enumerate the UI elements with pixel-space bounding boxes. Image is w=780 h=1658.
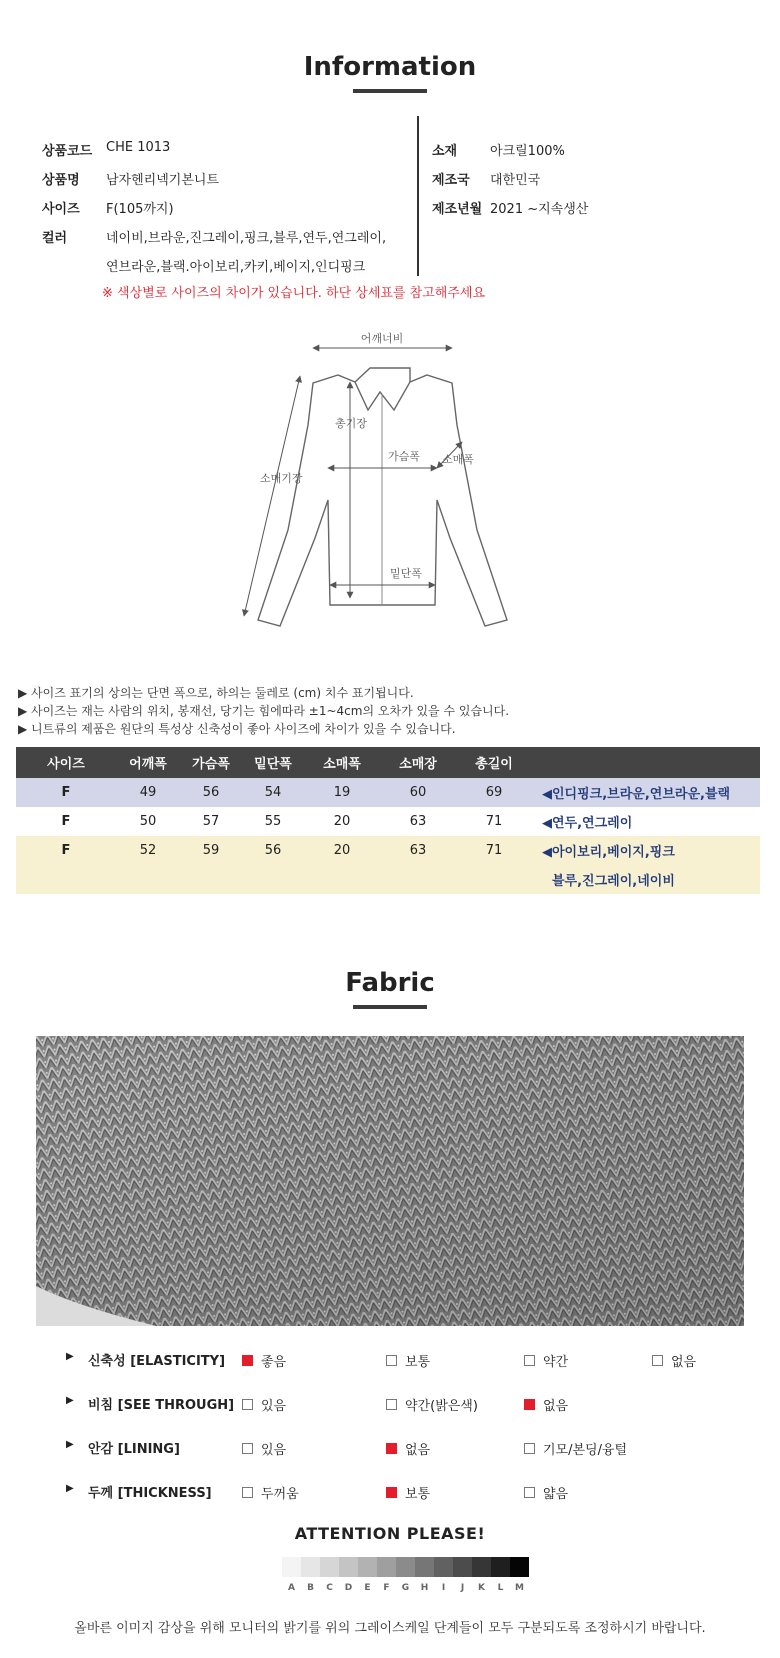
option-checkbox: 얇음: [524, 1480, 568, 1504]
grayscale-letter: C: [326, 1583, 333, 1593]
checkbox-empty-icon: [524, 1355, 535, 1366]
option-checkbox: 보통: [386, 1348, 430, 1372]
sleeve-length-label: 소매기장: [260, 472, 303, 485]
chest-label: 가슴폭: [388, 450, 420, 463]
option-checkbox: 보통: [386, 1480, 430, 1504]
checkbox-empty-icon: [524, 1443, 535, 1454]
attention-title: ATTENTION PLEASE!: [294, 1524, 486, 1543]
note-knit-stretch: ▶ 니트류의 제품은 원단의 특성상 신축성이 좋아 사이즈에 차이가 있을 수 있습니다.: [18, 722, 456, 736]
grayscale-letter: D: [344, 1583, 353, 1593]
grayscale-letter: M: [515, 1583, 524, 1593]
checkbox-checked-icon: [386, 1487, 397, 1498]
checkbox-checked-icon: [524, 1399, 535, 1410]
option-checkbox: 없음: [386, 1436, 430, 1460]
grayscale-letter: I: [441, 1583, 446, 1593]
checkbox-empty-icon: [652, 1355, 663, 1366]
fabric-title-underline: [353, 1005, 427, 1009]
grayscale-swatch: [377, 1557, 396, 1577]
grayscale-swatch: [453, 1557, 472, 1577]
grayscale-letter: E: [364, 1583, 371, 1593]
grayscale-swatch: [491, 1557, 510, 1577]
checkbox-empty-icon: [242, 1399, 253, 1410]
hem-label: 밑단폭: [390, 567, 422, 580]
grayscale-swatch: [510, 1557, 529, 1577]
sleeve-width-label: 소매폭: [442, 453, 474, 466]
option-checkbox: 약간(밝은색): [386, 1392, 478, 1416]
option-checkbox: 있음: [242, 1436, 286, 1460]
option-checkbox: 두꺼움: [242, 1480, 299, 1504]
grayscale-strip: [282, 1557, 529, 1577]
table-row: F 49 56 54 19 60 69 ◀인디핑크,브라운,연브라운,블랙: [16, 778, 760, 807]
property-elasticity: ▶ 신축성 [ELASTICITY] 좋음 보통 약간 없음: [0, 1348, 780, 1372]
information-title: Information: [303, 52, 477, 82]
table-row: 블루,진그레이,네이비: [16, 865, 760, 894]
play-icon: ▶: [66, 1483, 74, 1494]
information-title-underline: [353, 89, 427, 93]
grayscale-swatch: [396, 1557, 415, 1577]
property-thickness: ▶ 두께 [THICKNESS] 두꺼움 보통 얇음: [0, 1480, 780, 1504]
checkbox-checked-icon: [242, 1355, 253, 1366]
grayscale-swatch: [472, 1557, 491, 1577]
grayscale-letter: K: [478, 1583, 485, 1593]
property-lining: ▶ 안감 [LINING] 있음 없음 기모/본딩/융털: [0, 1436, 780, 1460]
grayscale-swatch: [358, 1557, 377, 1577]
checkbox-empty-icon: [242, 1487, 253, 1498]
option-checkbox: 있음: [242, 1392, 286, 1416]
monitor-brightness-note: 올바른 이미지 감상을 위해 모니터의 밝기를 위의 그레이스케일 단계들이 모두 구분되도록 조정하시기 바랍니다.: [74, 1621, 706, 1636]
note-size-notation: ▶ 사이즈 표기의 상의는 단면 폭으로, 하의는 둘레로 (cm) 치수 표기됩니다.: [18, 686, 414, 700]
fabric-texture-photo: [36, 1036, 744, 1326]
option-checkbox: 좋음: [242, 1348, 286, 1372]
grayscale-letter: F: [383, 1583, 390, 1593]
grayscale-swatch: [339, 1557, 358, 1577]
grayscale-letters: [282, 1583, 529, 1593]
info-row-color-continued: 연브라운,블랙.아이보리,카키,베이지,인디핑크: [106, 260, 366, 275]
option-checkbox: 약간: [524, 1348, 568, 1372]
grayscale-letter: B: [307, 1583, 314, 1593]
measurement-diagram: [240, 330, 540, 630]
info-divider: [417, 116, 419, 276]
grayscale-swatch: [415, 1557, 434, 1577]
play-icon: ▶: [66, 1351, 74, 1362]
grayscale-swatch: [301, 1557, 320, 1577]
checkbox-empty-icon: [386, 1355, 397, 1366]
option-checkbox: 없음: [524, 1392, 568, 1416]
grayscale-swatch: [282, 1557, 301, 1577]
shoulder-label: 어깨너비: [360, 332, 404, 345]
checkbox-empty-icon: [242, 1443, 253, 1454]
play-icon: ▶: [66, 1395, 74, 1406]
fabric-title: Fabric: [345, 968, 435, 998]
length-label: 총기장: [335, 417, 367, 430]
grayscale-letter: J: [460, 1583, 465, 1593]
grayscale-letter: G: [401, 1583, 410, 1593]
table-row: F 50 57 55 20 63 71 ◀연두,연그레이: [61, 814, 633, 831]
option-checkbox: 없음: [652, 1348, 696, 1372]
property-see-through: ▶ 비침 [SEE THROUGH] 있음 약간(밝은색) 없음: [0, 1392, 780, 1416]
size-table: [16, 747, 760, 894]
table-row: F 52 59 56 20 63 71 ◀아이보리,베이지,핑크: [16, 836, 760, 865]
size-table-header: 사이즈 어깨폭 가슴폭 밑단폭 소매폭 소매장 총길이: [16, 747, 760, 778]
grayscale-letter: A: [288, 1583, 295, 1593]
checkbox-empty-icon: [524, 1487, 535, 1498]
color-size-notice: ※ 색상별로 사이즈의 차이가 있습니다. 하단 상세표를 참고해주세요: [102, 286, 486, 301]
grayscale-letter: H: [420, 1583, 429, 1593]
option-checkbox: 기모/본딩/융털: [524, 1436, 627, 1460]
checkbox-empty-icon: [386, 1399, 397, 1410]
grayscale-swatch: [434, 1557, 453, 1577]
play-icon: ▶: [66, 1439, 74, 1450]
checkbox-checked-icon: [386, 1443, 397, 1454]
grayscale-letter: L: [497, 1583, 504, 1593]
note-measure-tolerance: ▶ 사이즈는 재는 사람의 위치, 봉재선, 당기는 힘에따라 ±1~4cm의 오차가 있을 수 있습니다.: [18, 704, 510, 718]
grayscale-swatch: [320, 1557, 339, 1577]
